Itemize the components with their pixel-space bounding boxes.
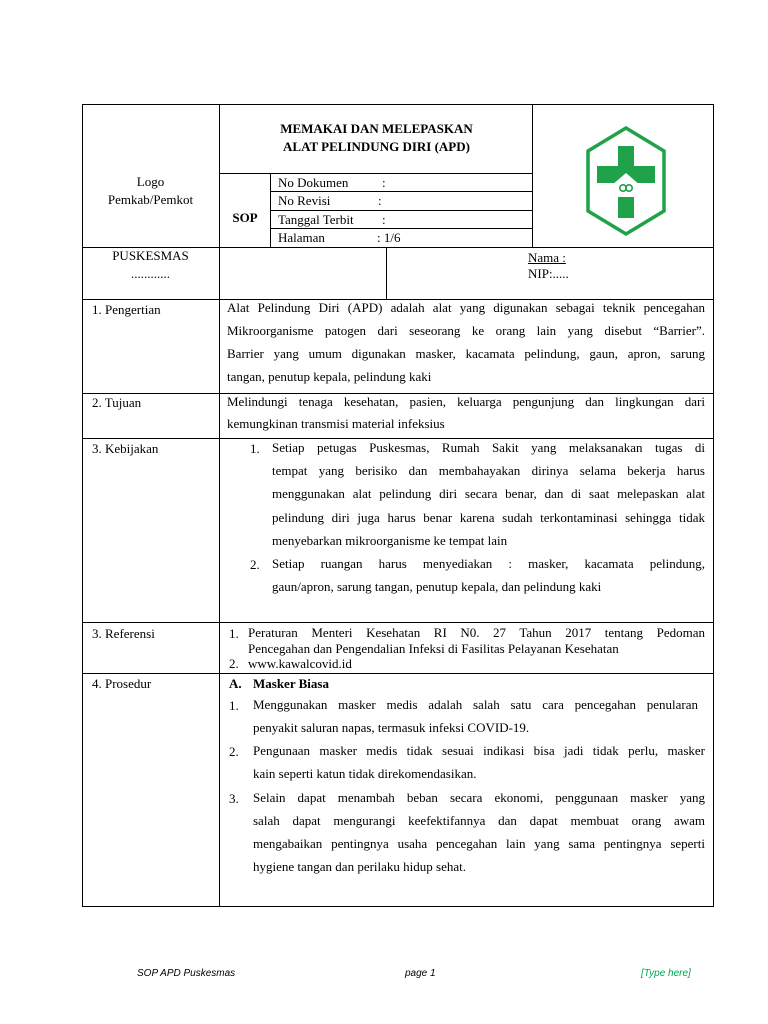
puskesmas-label: PUSKESMAS	[112, 248, 189, 263]
kebijakan-line: Setiap petugas Puskesmas, Rumah Sakit yang melaksanakan tugas di	[272, 440, 705, 455]
tujuan-line: kemungkinan transmisi material infeksius	[227, 416, 445, 431]
kebijakan-line: menyebarkan mikroorganisme ke tempat lain	[272, 533, 508, 548]
footer-right-placeholder: [Type here]	[641, 968, 691, 979]
prosedur-item-number: 1.	[229, 698, 239, 713]
section-label-kebijakan: 3. Kebijakan	[92, 441, 159, 456]
prosedur-item-number: 2.	[229, 744, 239, 759]
prosedur-line: Menggunakan masker medis adalah salah satu cara pencegahan penularan	[253, 697, 698, 712]
pengertian-line: Alat Pelindung Diri (APD) adalah alat yang digunakan sebagai teknik pencegahan	[227, 300, 705, 315]
document-title-line2: ALAT PELINDUNG DIRI (APD)	[283, 139, 470, 154]
prosedur-line: mengabaikan pentingnya usaha pencegahan lain yang sama pentingnya seperti	[253, 836, 705, 851]
kebijakan-line: pelindung diri juga harus benar karena sudah terkontaminasi sehingga tidak	[272, 510, 705, 525]
section-label-referensi: 3. Referensi	[92, 626, 155, 641]
document-title-line1: MEMAKAI DAN MELEPASKAN	[280, 121, 473, 136]
referensi-item-number: 1.	[229, 626, 239, 641]
prosedur-heading-letter: A.	[229, 676, 242, 691]
prosedur-line: kain seperti katun tidak direkomendasikan.	[253, 766, 477, 781]
meta-value-tanggal-terbit: :	[382, 212, 386, 227]
pengertian-line: Barrier yang umum digunakan masker, kacamata pelindung, gaun, apron, sarung	[227, 346, 705, 361]
meta-value-halaman: : 1/6	[377, 230, 401, 245]
sop-label: SOP	[232, 210, 258, 225]
referensi-item-number: 2.	[229, 656, 239, 671]
prosedur-line: Pengunaan masker medis tidak sesuai indikasi bisa jadi tidak perlu, masker	[253, 743, 705, 758]
prosedur-line: salah dapat mengurangi keefektifannya dan dapat membuat orang awam	[253, 813, 705, 828]
meta-value-no-revisi: :	[378, 193, 382, 208]
nama-field: Nama :	[528, 250, 566, 265]
logo-placeholder-label: Logo	[136, 174, 165, 189]
kebijakan-line: tempat yang berisiko dan membahayakan dirinya selama bekerja harus	[272, 463, 705, 478]
kebijakan-item-number: 2.	[250, 557, 260, 572]
kebijakan-item-number: 1.	[250, 441, 260, 456]
kebijakan-line: Setiap ruangan harus menyediakan : masker, kacamata pelindung,	[272, 556, 705, 571]
meta-label-no-revisi: No Revisi	[278, 193, 331, 208]
meta-value-no-dokumen: :	[382, 175, 386, 190]
prosedur-item-number: 3.	[229, 791, 239, 806]
section-label-pengertian: 1. Pengertian	[92, 302, 161, 317]
logo-placeholder-sublabel: Pemkab/Pemkot	[107, 192, 194, 207]
referensi-line: Peraturan Menteri Kesehatan RI N0. 27 Tahun 2017 tentang Pedoman	[248, 625, 705, 640]
tujuan-line: Melindungi tenaga kesehatan, pasien, keluarga pengunjung dan lingkungan dari	[227, 394, 705, 409]
footer-page-number: page 1	[405, 968, 436, 979]
prosedur-heading-text: Masker Biasa	[253, 676, 329, 691]
nip-field: NIP:.....	[528, 266, 569, 281]
meta-label-halaman: Halaman	[278, 230, 325, 245]
referensi-line: Pencegahan dan Pengendalian Infeksi di Fasilitas Pelayanan Kesehatan	[248, 641, 619, 656]
referensi-link-text: www.kawalcovid.id	[248, 656, 352, 671]
puskesmas-dots: ............	[131, 266, 170, 281]
puskesmas-logo-icon	[584, 125, 668, 237]
pengertian-line: Mikroorganisme patogen dari seseorang ke orang lain yang disebut “Barrier”.	[227, 323, 705, 338]
footer-left: SOP APD Puskesmas	[137, 968, 236, 979]
prosedur-line: penyakit saluran napas, termasuk infeksi COVID-19.	[253, 720, 530, 735]
meta-label-no-dokumen: No Dokumen	[278, 175, 349, 190]
meta-label-tanggal-terbit: Tanggal Terbit	[278, 212, 354, 227]
kebijakan-line: menggunakan alat pelindung diri secara benar, dan di saat melepaskan alat	[272, 486, 705, 501]
prosedur-line: hygiene tangan dan perilaku hidup sehat.	[253, 859, 466, 874]
kebijakan-line: gaun/apron, sarung tangan, penutup kepala, dan pelindung kaki	[272, 579, 602, 594]
pengertian-line: tangan, penutup kepala, pelindung kaki	[227, 369, 432, 384]
prosedur-line: Selain dapat menambah beban secara ekonomi, penggunaan masker yang	[253, 790, 705, 805]
section-label-tujuan: 2. Tujuan	[92, 395, 142, 410]
section-label-prosedur: 4. Prosedur	[92, 676, 152, 691]
